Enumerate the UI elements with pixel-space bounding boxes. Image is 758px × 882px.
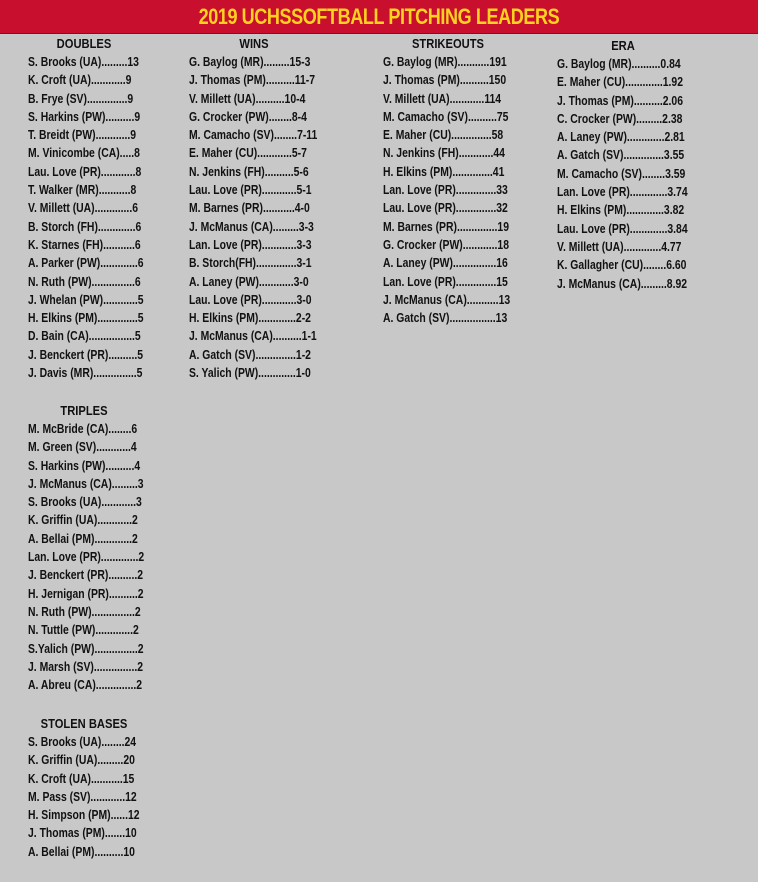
stat-row: A. Gatch (SV)..............3.55 <box>557 147 685 163</box>
stat-row: N. Jenkins (FH)..........5-6 <box>189 163 309 179</box>
stat-row: A. Bellai (PM)..........10 <box>28 843 135 859</box>
stat-row: J. Thomas (PM)..........11-7 <box>189 72 315 88</box>
stolen-bases-list <box>28 733 140 861</box>
stat-row: E. Maher (CU).............1.92 <box>557 74 683 90</box>
stat-row: M. Vinicombe (CA).....8 <box>28 145 140 161</box>
stat-row: Lan. Love (PR).............3.74 <box>557 184 688 200</box>
stat-row: T. Walker (MR)...........8 <box>28 182 137 198</box>
stat-row: A. Laney (PW).............2.81 <box>557 129 685 145</box>
stat-row: S. Brooks (UA)............3 <box>28 494 142 510</box>
stat-row: A. Laney (PW)...............16 <box>383 255 508 271</box>
stat-row: V. Millett (UA)............114 <box>383 90 502 106</box>
stat-row: K. Gallagher (CU)........6.60 <box>557 257 687 273</box>
stat-row: H. Elkins (PM).............3.82 <box>557 202 685 218</box>
stat-row: V. Millett (UA).............6 <box>28 200 138 216</box>
stat-row: E. Maher (CU)..............58 <box>383 127 504 143</box>
stat-row: T. Breidt (PW)............9 <box>28 127 137 143</box>
stat-row: K. Griffin (UA)............2 <box>28 512 138 528</box>
era-section <box>557 39 689 293</box>
triples-heading: TRIPLES <box>60 403 108 418</box>
wins-heading: WINS <box>239 36 269 51</box>
stat-row: J. Thomas (PM)..........2.06 <box>557 92 683 108</box>
stat-row: Lan. Love (PR)............3-3 <box>189 236 312 252</box>
stat-row: J. Whelan (PW)............5 <box>28 291 144 307</box>
stat-row: M. Camacho (SV)........3.59 <box>557 165 686 181</box>
stat-row: G. Baylog (MR).........15-3 <box>189 54 311 69</box>
stat-row: A. Gatch (SV)..............1-2 <box>189 346 311 362</box>
stat-row: S. Harkins (PW)..........4 <box>28 457 141 473</box>
stat-row: S. Brooks (UA)........24 <box>28 734 137 749</box>
strikeouts-heading: STRIKEOUTS <box>411 36 485 51</box>
stat-row: B. Storch(FH)..............3-1 <box>189 255 312 271</box>
doubles-section <box>28 36 144 382</box>
stat-row: Lau. Love (PR)............5-1 <box>189 182 312 198</box>
stat-row: M. Camacho (SV)........7-11 <box>189 127 318 143</box>
stat-row: J. Benckert (PR)..........2 <box>28 567 144 583</box>
stat-row: A. Parker (PW).............6 <box>28 255 144 271</box>
stat-row: S. Brooks (UA).........13 <box>28 54 139 69</box>
stat-row: Lau. Love (PR).............3.84 <box>557 220 688 236</box>
stat-row: Lau. Love (PR)............3-0 <box>189 291 312 307</box>
stat-row: G. Baylog (MR)...........191 <box>383 54 507 69</box>
stat-row: H. Elkins (PM).............2-2 <box>189 310 311 326</box>
stat-row: H. Jernigan (PR)..........2 <box>28 585 144 601</box>
doubles-list <box>28 53 144 382</box>
stolen-bases-section <box>28 717 140 861</box>
doubles-heading: DOUBLES <box>56 36 112 51</box>
era-heading: ERA <box>611 38 635 53</box>
stat-row: G. Crocker (PW)............18 <box>383 236 509 252</box>
stat-row: M. Barnes (PR)...........4-0 <box>189 200 310 216</box>
stat-row: J. Thomas (PM)..........150 <box>383 72 507 88</box>
stat-row: K. Griffin (UA).........20 <box>28 752 135 768</box>
stat-row: H. Elkins (PM)..............41 <box>383 163 505 179</box>
stat-row: G. Baylog (MR)..........0.84 <box>557 56 681 71</box>
stat-row: J. McManus (CA)..........1-1 <box>189 328 317 344</box>
stat-row: J. Benckert (PR)..........5 <box>28 346 144 362</box>
stat-row: J. Marsh (SV)...............2 <box>28 658 144 674</box>
stat-row: J. McManus (CA).........8.92 <box>557 275 688 291</box>
title-banner <box>0 0 758 34</box>
stat-row: H. Elkins (PM)..............5 <box>28 310 144 326</box>
stolen-bases-heading: STOLEN BASES <box>40 716 128 731</box>
stat-row: M. Pass (SV)............12 <box>28 788 137 804</box>
wins-list <box>189 53 319 382</box>
stat-row: C. Crocker (PW).........2.38 <box>557 110 683 126</box>
stat-row: B. Frye (SV)..............9 <box>28 90 134 106</box>
strikeouts-list <box>383 53 513 327</box>
stat-row: E. Maher (CU)............5-7 <box>189 145 307 161</box>
stat-row: J. McManus (CA).........3 <box>28 475 144 491</box>
triples-list <box>28 420 145 694</box>
stat-row: J. McManus (CA).........3-3 <box>189 218 314 234</box>
stat-row: A. Abreu (CA)..............2 <box>28 677 143 693</box>
triples-section <box>28 403 145 694</box>
stat-row: J. Thomas (PM).......10 <box>28 825 137 841</box>
stat-row: J. McManus (CA)...........13 <box>383 291 511 307</box>
stat-row: G. Crocker (PW)........8-4 <box>189 108 307 124</box>
stat-row: A. Gatch (SV)................13 <box>383 310 508 326</box>
page-title: 2019 UCHSSOFTBALL PITCHING LEADERS <box>198 3 560 29</box>
stat-row: V. Millett (UA)..........10-4 <box>189 90 306 106</box>
stat-row: S.Yalich (PW)...............2 <box>28 640 144 656</box>
stat-row: J. Davis (MR)...............5 <box>28 365 143 381</box>
stat-row: Lau. Love (PR)............8 <box>28 163 142 179</box>
stat-row: Lan. Love (PR)..............33 <box>383 182 508 198</box>
stat-row: H. Simpson (PM)......12 <box>28 807 140 823</box>
stat-row: K. Croft (UA)............9 <box>28 72 132 88</box>
stat-row: K. Starnes (FH)...........6 <box>28 236 141 252</box>
stat-row: Lan. Love (PR)..............15 <box>383 273 508 289</box>
stat-row: Lau. Love (PR)..............32 <box>383 200 508 216</box>
stat-row: B. Storch (FH).............6 <box>28 218 142 234</box>
stat-row: Lan. Love (PR).............2 <box>28 549 145 565</box>
stat-row: D. Bain (CA)................5 <box>28 328 141 344</box>
wins-section <box>189 37 319 382</box>
stat-row: A. Bellai (PM).............2 <box>28 530 138 546</box>
stat-row: A. Laney (PW)............3-0 <box>189 273 309 289</box>
stat-row: K. Croft (UA)...........15 <box>28 770 135 786</box>
stat-row: S. Harkins (PW)..........9 <box>28 108 141 124</box>
stat-row: M. McBride (CA)........6 <box>28 421 138 436</box>
stat-row: S. Yalich (PW).............1-0 <box>189 365 311 381</box>
stat-row: N. Tuttle (PW).............2 <box>28 622 139 638</box>
stat-row: V. Millett (UA).............4.77 <box>557 238 682 254</box>
stat-row: N. Ruth (PW)...............6 <box>28 273 141 289</box>
era-list <box>557 55 689 293</box>
stat-row: N. Jenkins (FH)............44 <box>383 145 505 161</box>
strikeouts-section <box>383 37 513 327</box>
stat-row: N. Ruth (PW)...............2 <box>28 603 141 619</box>
stat-row: M. Camacho (SV)..........75 <box>383 108 509 124</box>
stat-row: M. Green (SV)............4 <box>28 439 137 455</box>
stat-row: M. Barnes (PR)..............19 <box>383 218 509 234</box>
